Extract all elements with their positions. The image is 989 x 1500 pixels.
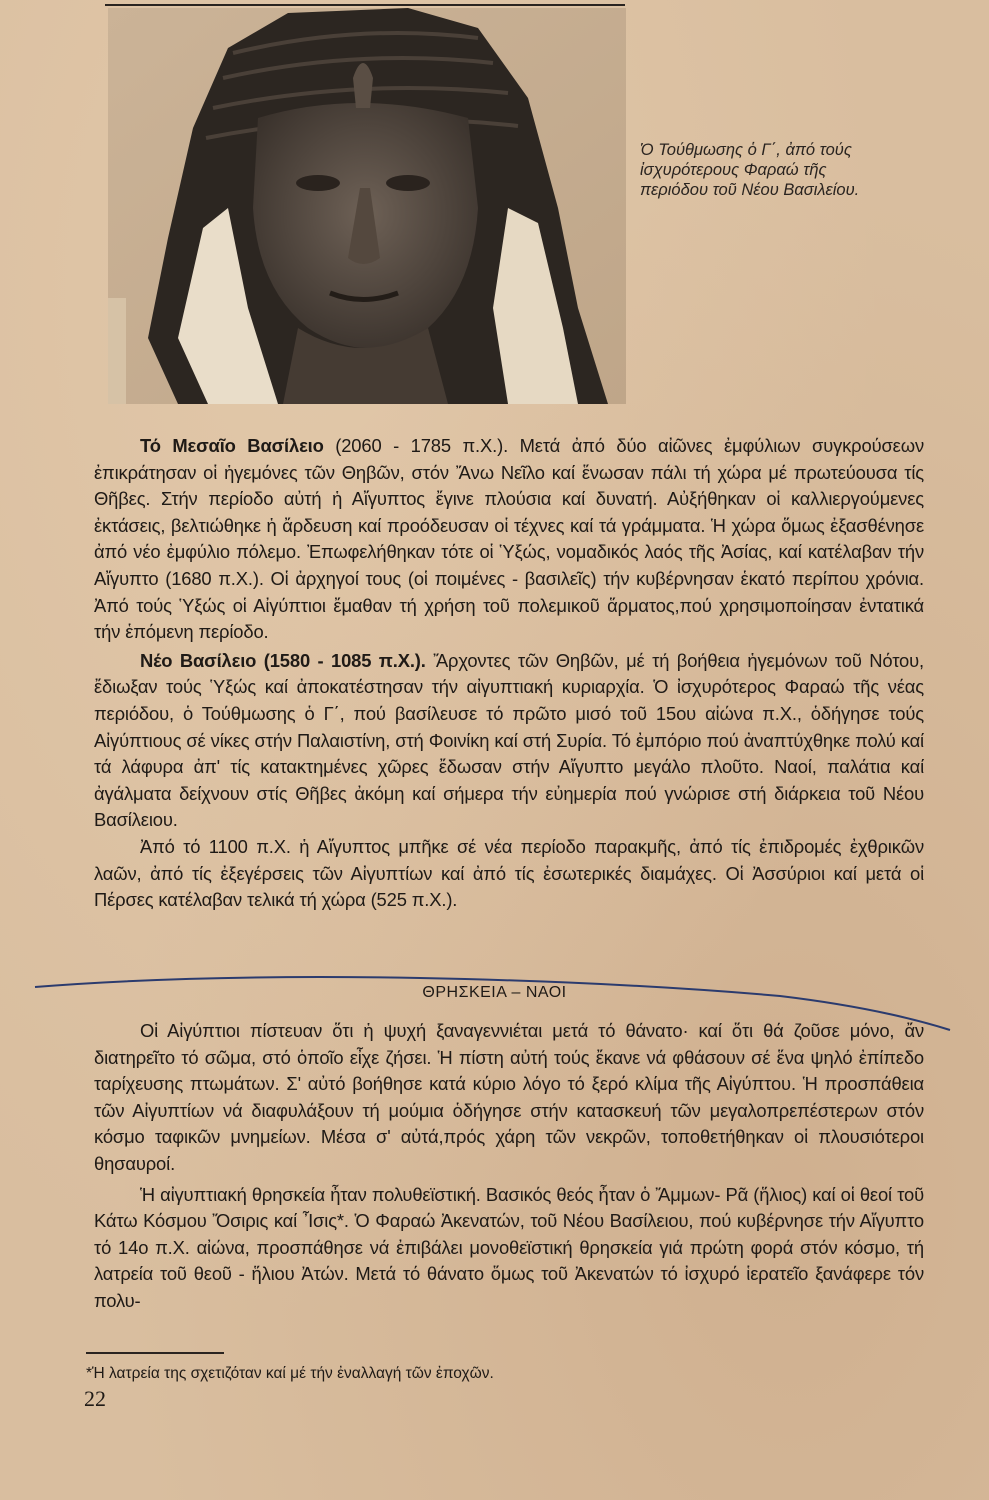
new-kingdom-paragraph bbox=[94, 648, 924, 834]
religion-text bbox=[94, 1018, 924, 1315]
middle-kingdom-paragraph bbox=[94, 433, 924, 646]
new-kingdom-text: Ἄρχοντες τῶν Θηβῶν, μέ τή βοήθεια ἡγεμόνων τοῦ Νότου, ἔδιωξαν τούς Ὑξώς καί ἀποκατέστησαν τήν αἰγυπτιακή κυριαρχία. Ὁ ἰσχυρότερος Φαραώ τῆς νέας περιόδου, ὁ Τούθμωσης ὁ Γ΄, πού βασίλευσε τό πρῶτο μισό τοῦ 15ου αἰώνα π.Χ., ὁδήγησε τούς Αἰγύπτιους σέ νίκες στήν Παλαιστίνη, στή Φοινίκη καί στή Συρία. Τό ἐμπόριο πού ἀναπτύχθηκε πολύ καί τά λάφυρα ἀπ' τίς κατακτημένες χῶρες ἔδωσαν στήν Αἴγυπτο μεγάλο πλοῦτο. Ναοί, παλάτια καί ἀγάλματα δείχνουν στίς Θῆβες ἀκόμη καί σήμερα τήν εὐημερία πού γνώρισε στή διάρκεια τοῦ Νέου Βασίλειου. bbox=[94, 649, 924, 831]
photo-caption bbox=[640, 140, 922, 200]
religion-paragraph-2: Ἡ αἰγυπτιακή θρησκεία ἦταν πολυθεϊστική. Βασικός θεός ἦταν ὁ Ἄμμων- Ρᾶ (ἥλιος) καί οἱ θεοί τοῦ Κάτω Κόσμου Ὄσιρις καί Ἶσις*. Ὁ Φαραώ Ἀκενατών, τοῦ Νέου Βασίλειου, πού κυβέρνησε τήν Αἴγυπτο τό 14ο π.Χ. αἰώνα, προσπάθησε νά ἐπιβάλει μονοθεϊστική θρησκεία γιά πρώτη φορά στόν κόσμο, τή λατρεία τοῦ θεοῦ - ἥλιου Ἀτών. Μετά τό θάνατο ὅμως τοῦ Ἀκενατών τό ἰσχυρό ἱερατεῖο ξανάφερε τόν πολυ- bbox=[94, 1183, 924, 1311]
caption-line: ἰσχυρότερους Φαραώ τῆς bbox=[640, 161, 827, 179]
footnote-rule bbox=[86, 1352, 224, 1354]
middle-kingdom-heading: Τό Μεσαῖο Βασίλειο bbox=[140, 435, 324, 456]
top-rule bbox=[105, 4, 625, 6]
middle-kingdom-text: (2060 - 1785 π.Χ.). Μετά ἀπό δύο αἰῶνες ἐμφύλιων συγκρούσεων ἐπικράτησαν οἱ ἡγεμόνες τῶν Θηβῶν, στόν Ἄνω Νεῖλο καί ἕνωσαν πάλι τή χώρα μέ πρωτεύουσα τίς Θῆβες. Στήν περίοδο αὐτή ἡ Αἴγυπτος ἔγινε πλούσια καί δυνατή. Αὐξήθηκαν οἱ καλλιεργούμενες ἐκτάσεις, βελτιώθηκε ἡ ἄρδευση καί προόδευσαν οἱ τέχνες καί τά γράμματα. Ἡ χώρα ὅμως ἐξασθένησε ἀπό νέο ἐμφύλιο πόλεμο. Ἐπωφελήθηκαν τότε οἱ Ὑξώς, νομαδικός λαός τῆς Ἀσίας, καί κατέλαβαν τήν Αἴγυπτο (1680 π.Χ.). Οἱ ἀρχηγοί τους (οἱ ποιμένες - βασιλεῖς) τήν κυβέρνησαν ἑκατό περίπου χρόνια. Ἀπό τούς Ὑξώς οἱ Αἰγύπτιοι ἔμαθαν τή χρήση τοῦ πολεμικοῦ ἅρματος,πού χρησιμοποίησαν ἐντατικά τήν ἑπόμενη περίοδο. bbox=[94, 435, 924, 643]
section-heading: ΘΡΗΣΚΕΙΑ – ΝΑΟΙ bbox=[422, 984, 567, 1001]
new-kingdom-heading: Νέο Βασίλειο (1580 - 1085 π.Χ.). bbox=[140, 649, 426, 671]
footnote: *Ἡ λατρεία της σχετιζόταν καί μέ τήν ἐναλλαγή τῶν ἐποχῶν. bbox=[86, 1365, 494, 1382]
history-text bbox=[94, 433, 924, 914]
pharaoh-photo bbox=[108, 8, 626, 404]
page-number: 22 bbox=[84, 1386, 106, 1411]
caption-line: περιόδου τοῦ Νέου Βασιλείου. bbox=[640, 181, 860, 199]
caption-line: Ὁ Τούθμωσης ὁ Γ΄, ἀπό τούς bbox=[640, 141, 852, 159]
religion-paragraph-1: Οἱ Αἰγύπτιοι πίστευαν ὅτι ἡ ψυχή ξαναγεννιέται μετά τό θάνατο· καί ὅτι θά ζοῦσε μόνο, ἄν διατηρεῖτο τό σῶμα, στό ὁποῖο εἶχε ζήσει. Ἡ πίστη αὐτή τούς ἔκανε νά φθάσουν σέ ἕνα ψηλό ἐπίπεδο ταρίχευσης πτωμάτων. Σ' αὐτό βοήθησε κατά κύριο λόγο τό ξερό κλίμα τῆς Αἰγύπτου. Ἡ προσπάθεια τῶν Αἰγυπτίων νά διαφυλάξουν τή μούμια ὁδήγησε στήν κατασκευή τῶν μεγαλοπρεπέστερων στόν κόσμο ταφικῶν μνημείων. Μέσα σ' αὐτά,πρός χάρη τῶν νεκρῶν, τοποθετήθηκαν οἱ πλουσιότεροι θησαυροί. bbox=[94, 1020, 924, 1174]
decline-paragraph: Ἀπό τό 1100 π.Χ. ἡ Αἴγυπτος μπῆκε σέ νέα περίοδο παρακμῆς, ἀπό τίς ἐπιδρομές ἐχθρικῶν λαῶν, ἀπό τίς ἐξεγέρσεις τῶν Αἰγυπτίων καί ἀπό τίς ἐσωτερικές διαμάχες. Οἱ Ἀσσύριοι καί μετά οἱ Πέρσες κατέλαβαν τελικά τή χώρα (525 π.Χ.). bbox=[94, 835, 924, 911]
